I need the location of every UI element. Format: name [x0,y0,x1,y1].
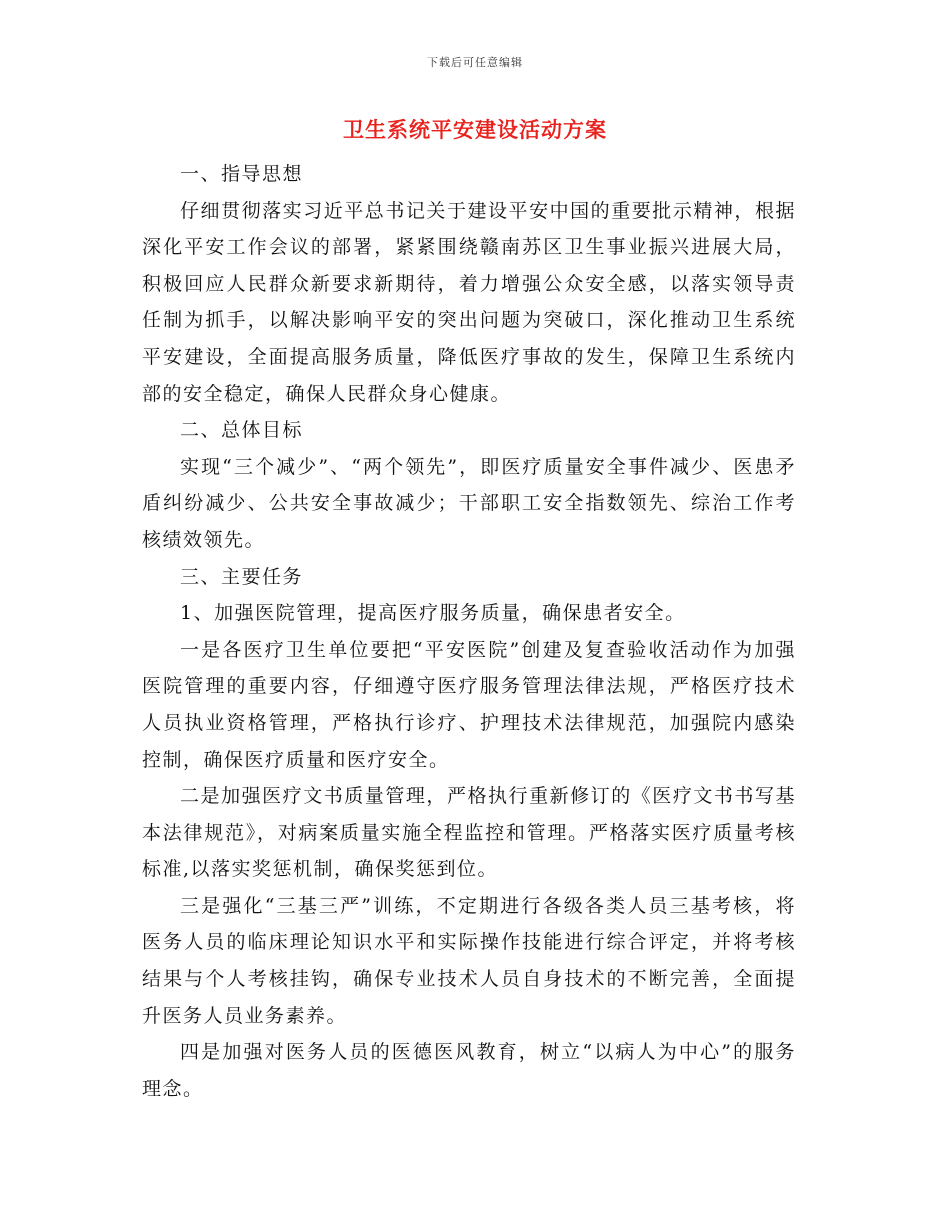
paragraph: 四是加强对医务人员的医德医风教育，树立“以病人为中心”的服务理念。 [142,1041,796,1100]
paragraph: 1、加强医院管理，提高医疗服务质量，确保患者安全。 [180,602,686,625]
section-heading-guiding-ideology: 一、指导思想 [180,163,304,185]
paragraph: 三是强化“三基三严”训练，不定期进行各级各类人员三基考核，将医务人员的临床理论知识水平和实际操作技能进行综合评定，并将考核结果与个人考核挂钩，确保专业技术人员自身技术的不断完善，全面提升医务人员业务素养。 [142,894,796,1027]
header-note: 下载后可任意编辑 [427,56,523,69]
paragraph: 二是加强医疗文书质量管理，严格执行重新修订的《医疗文书书写基本法律规范》，对病案质量实施全程监控和管理。严格落实医疗质量考核标准,以落实奖惩机制，确保奖惩到位。 [142,785,796,881]
section-heading-main-tasks: 三、主要任务 [180,565,304,588]
paragraph: 一是各医疗卫生单位要把“平安医院”创建及复查验收活动作为加强医院管理的重要内容，仔细遵守医疗服务管理法律法规，严格医疗技术人员执业资格管理，严格执行诊疗、护理技术法律规范，加强院内感染控制，确保医疗质量和医疗安全。 [142,638,796,771]
document-body [142,156,796,1107]
paragraph: 仔细贯彻落实习近平总书记关于建设平安中国的重要批示精神，根据深化平安工作会议的部署，紧紧围绕赣南苏区卫生事业振兴进展大局，积极回应人民群众新要求新期待，着力增强公众安全感，以落实领导责任制为抓手，以解决影响平安的突出问题为突破口，深化推动卫生系统平安建设，全面提高服务质量，降低医疗事故的发生，保障卫生系统内部的安全稳定，确保人民群众身心健康。 [142,199,796,405]
section-heading-overall-goal: 二、总体目标 [180,419,304,442]
document-title: 卫生系统平安建设活动方案 [343,117,607,142]
paragraph: 实现“三个减少”、“两个领先”，即医疗质量安全事件减少、医患矛盾纠纷减少、公共安全事故减少；干部职工安全指数领先、综治工作考核绩效领先。 [142,455,796,551]
